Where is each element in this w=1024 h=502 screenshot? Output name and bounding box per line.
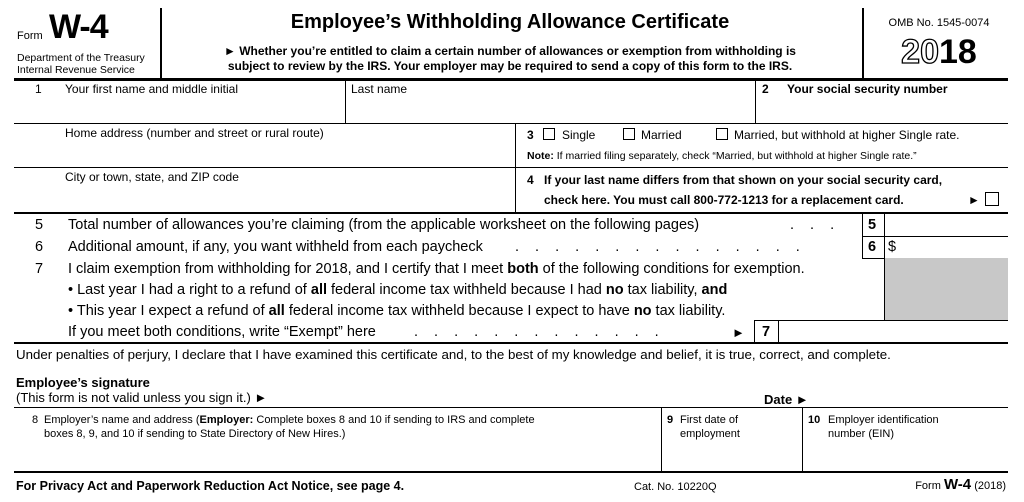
line6-dollar: $ xyxy=(888,239,897,255)
bullet2-e: tax liability. xyxy=(651,303,726,319)
ssn-input[interactable] xyxy=(760,98,1010,122)
rule-after-address xyxy=(14,167,1008,168)
rule-after-city xyxy=(14,212,1008,214)
line5-number: 5 xyxy=(35,217,44,233)
header-bottom-rule xyxy=(14,78,1008,81)
bullet2-d: no xyxy=(633,303,652,319)
divider-address-status xyxy=(515,123,516,213)
divider-last-ssn xyxy=(755,80,756,123)
line7-text-a: I claim exemption from withholding for 2018, and I certify that I meet xyxy=(68,261,508,277)
single-label: Single xyxy=(562,128,596,142)
line6-text: Additional amount, if any, you want withheld from each paycheck xyxy=(68,239,483,255)
tax-year xyxy=(864,32,1014,72)
line7-text-b: both xyxy=(507,261,539,277)
line9-label-a: First date of xyxy=(680,414,739,426)
line7-box-right xyxy=(778,320,779,342)
city-label: City or town, state, and ZIP code xyxy=(65,170,239,184)
line7-box-left xyxy=(754,320,755,342)
line7-dots: . . . . . . . . . . . . . xyxy=(414,324,665,340)
line7-bullet1 xyxy=(68,282,727,299)
single-checkbox[interactable] xyxy=(543,128,555,140)
last-name-input[interactable] xyxy=(350,98,754,122)
line10-number: 10 xyxy=(808,414,821,426)
first-name-label: Your first name and middle initial xyxy=(65,82,238,96)
divider-8-9 xyxy=(661,407,662,471)
footer-form-year: (2018) xyxy=(971,480,1006,492)
line8-text-line2: boxes 8, 9, and 10 if sending to State Directory of New Hires.) xyxy=(44,428,346,440)
date-label: Date ► xyxy=(764,392,809,407)
married-label: Married xyxy=(641,128,682,142)
married-higher-checkbox[interactable] xyxy=(716,128,728,140)
line5-box-number: 5 xyxy=(868,217,877,233)
subtitle-line1: ► Whether you’re entitled to claim a certain number of allowances or exemption from withholding is xyxy=(224,44,796,58)
line7-number: 7 xyxy=(35,261,44,277)
signature-input[interactable] xyxy=(300,385,744,407)
line4-arrow: ► xyxy=(968,193,980,207)
line10-label-b: number (EIN) xyxy=(828,428,895,440)
rule-after-line1 xyxy=(14,123,1008,124)
signature-sublabel: (This form is not valid unless you sign it.) ► xyxy=(16,390,268,405)
privacy-notice: For Privacy Act and Paperwork Reduction Act Notice, see page 4. xyxy=(16,479,405,493)
line1-number: 1 xyxy=(35,82,42,96)
line5-box-left xyxy=(862,214,863,236)
line8-number: 8 xyxy=(32,414,39,426)
married-checkbox[interactable] xyxy=(623,128,635,140)
home-address-label: Home address (number and street or rural route) xyxy=(65,126,324,140)
note-text: If married filing separately, check “Married, but withhold at higher Single rate.” xyxy=(553,150,917,162)
line8-text-c: Complete boxes 8 and 10 if sending to IRS and complete xyxy=(253,414,535,426)
line9-label-b: employment xyxy=(680,428,740,440)
form-title: Employee’s Withholding Allowance Certificate xyxy=(290,11,730,33)
line8-text-b: Employer: xyxy=(199,414,254,426)
bullet1-c: federal income tax withheld because I had xyxy=(327,282,606,298)
line7-arrow: ► xyxy=(732,325,745,340)
rule-after-line7 xyxy=(14,342,1008,344)
catalog-number: Cat. No. 10220Q xyxy=(634,481,717,493)
dept-line1: Department of the Treasury xyxy=(17,52,145,64)
perjury-statement: Under penalties of perjury, I declare that I have examined this certificate and, to the best of my knowledge and belief, it is true, correct, and complete. xyxy=(16,347,891,362)
line8-text-a: Employer’s name and address ( xyxy=(44,414,200,426)
bullet1-f: and xyxy=(701,282,728,298)
city-input[interactable] xyxy=(64,187,514,211)
shaded-left-rule xyxy=(884,258,885,320)
employer-name-input[interactable] xyxy=(44,446,658,470)
bullet2-b: all xyxy=(268,303,285,319)
allowances-input[interactable] xyxy=(888,216,1008,236)
exempt-text: If you meet both conditions, write “Exempt” here xyxy=(68,324,376,340)
rule-after-line5 xyxy=(862,236,1008,237)
line4-text-b: check here. You must call 800-772-1213 for a replacement card. xyxy=(544,193,904,207)
omb-number: OMB No. 1545-0074 xyxy=(888,17,990,29)
line6-box-number: 6 xyxy=(868,239,877,255)
first-date-input[interactable] xyxy=(666,446,802,470)
bullet1-a: • Last year I had a right to a refund of xyxy=(68,282,311,298)
additional-amount-input[interactable] xyxy=(900,238,1008,258)
subtitle-line2: subject to review by the IRS. Your employer may be required to send a copy of this form to the IRS. xyxy=(227,59,793,73)
date-input[interactable] xyxy=(812,389,1008,409)
form-word: Form xyxy=(17,30,43,42)
dept-line2: Internal Revenue Service xyxy=(17,64,135,76)
exempt-input[interactable] xyxy=(782,322,1008,342)
married-higher-label: Married, but withhold at higher Single rate. xyxy=(734,128,960,142)
rule-before-footer xyxy=(14,471,1008,473)
line6-number: 6 xyxy=(35,239,44,255)
line4-number: 4 xyxy=(527,173,534,187)
line6-dots: . . . . . . . . . . . . . . . xyxy=(515,239,806,255)
line7-text-c: of the following conditions for exemption. xyxy=(538,261,805,277)
line5-text: Total number of allowances you’re claiming (from the applicable worksheet on the following pages) xyxy=(68,217,700,233)
line4-text-a: If your last name differs from that shown on your social security card, xyxy=(544,173,943,187)
last-name-label: Last name xyxy=(351,82,408,96)
line3-note xyxy=(527,150,917,163)
form-number: W-4 xyxy=(49,8,108,46)
line3-number: 3 xyxy=(527,128,534,142)
line8-text-line1 xyxy=(44,414,535,427)
bullet2-a: • This year I expect a refund of xyxy=(68,303,269,319)
rule-after-signature xyxy=(14,407,1008,408)
form-id-block xyxy=(17,8,157,78)
divider-9-10 xyxy=(802,407,803,471)
line10-label-a: Employer identification xyxy=(828,414,939,426)
footer-form-word: Form xyxy=(915,480,944,492)
bullet1-e: tax liability, xyxy=(623,282,702,298)
bullet2-c: federal income tax withheld because I expect to have xyxy=(284,303,634,319)
bullet1-d: no xyxy=(605,282,624,298)
line7-bullet2 xyxy=(68,303,725,320)
line7-shaded-area xyxy=(885,258,1008,320)
ein-input[interactable] xyxy=(808,446,1008,470)
ssn-label: Your social security number xyxy=(787,82,948,96)
line9-number: 9 xyxy=(667,414,674,426)
line7-box-number: 7 xyxy=(762,324,771,340)
signature-label: Employee’s signature xyxy=(16,375,150,390)
divider-first-last xyxy=(345,80,346,123)
year-bold: 18 xyxy=(939,33,977,71)
line7-text xyxy=(68,261,805,278)
home-address-input[interactable] xyxy=(64,143,514,167)
name-differs-checkbox[interactable] xyxy=(985,192,999,206)
bullet1-b: all xyxy=(310,282,327,298)
first-name-input[interactable] xyxy=(64,98,344,122)
rule-line7-box-top xyxy=(754,320,1008,321)
line5-dots: . . . xyxy=(790,217,841,233)
footer-form-id xyxy=(880,478,1006,493)
year-outline: 20 xyxy=(901,33,939,71)
line6-box-left xyxy=(862,236,863,258)
line2-number: 2 xyxy=(762,82,769,96)
note-bold: Note: xyxy=(527,150,554,162)
footer-form-number: W-4 xyxy=(943,476,972,493)
